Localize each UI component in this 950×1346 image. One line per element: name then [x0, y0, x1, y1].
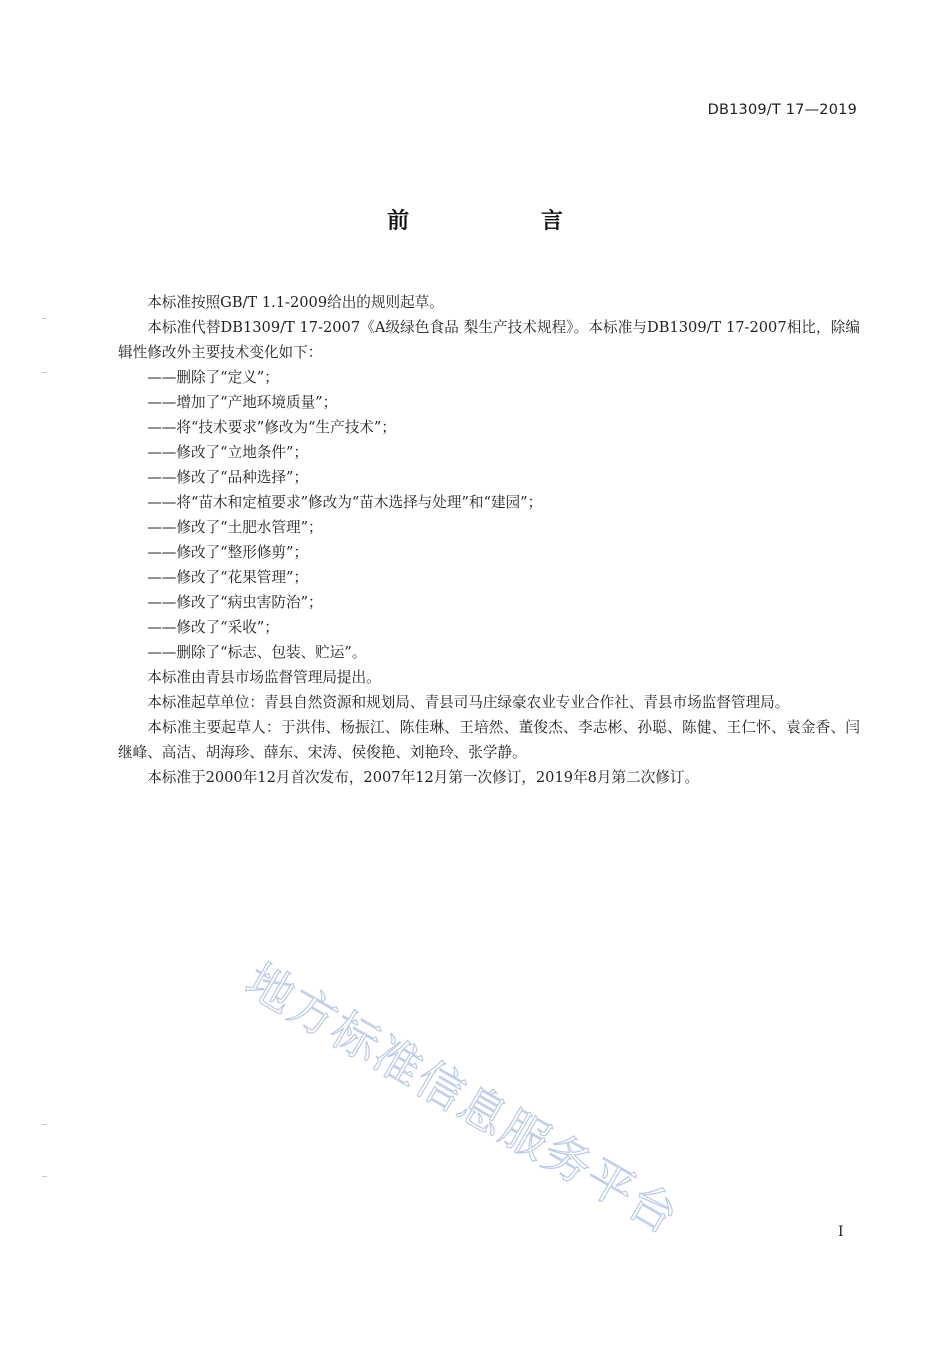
page-title: 前 言	[387, 209, 625, 234]
change-item: ——修改了“整形修剪”；	[147, 544, 309, 561]
change-item: ——修改了“花果管理”；	[147, 569, 309, 586]
change-item: ——修改了“土肥水管理”；	[147, 519, 323, 536]
foreword-body	[118, 290, 860, 790]
scan-mark	[42, 1176, 47, 1177]
change-item: ——将“技术要求”修改为“生产技术”；	[147, 419, 396, 436]
change-item: ——修改了“立地条件”；	[147, 444, 309, 461]
change-item: ——修改了“品种选择”；	[147, 469, 309, 486]
paragraph-history: 本标准于2000年12月首次发布，2007年12月第一次修订，2019年8月第二次修订。	[147, 769, 700, 786]
paragraph-drafters: 本标准主要起草人：于洪伟、杨振江、陈佳琳、王培然、董俊杰、李志彬、孙聪、陈健、王仁怀、袁金香、闫继峰、高洁、胡海珍、薛东、宋涛、侯俊艳、刘艳玲、张学静。	[118, 719, 860, 761]
paragraph-replacement: 本标准代替DB1309/T 17-2007《A级绿色食品 梨生产技术规程》。本标准与DB1309/T 17-2007相比，除编辑性修改外主要技术变化如下：	[118, 319, 860, 361]
scan-mark	[42, 1124, 47, 1125]
change-item: ——修改了“采收”；	[147, 619, 279, 636]
scan-mark	[42, 318, 47, 319]
paragraph-drafting-rule: 本标准按照GB/T 1.1-2009给出的规则起草。	[147, 294, 444, 311]
scan-mark	[42, 372, 47, 373]
paragraph-proposer: 本标准由青县市场监督管理局提出。	[147, 669, 381, 686]
change-item: ——删除了“定义”；	[147, 369, 279, 386]
change-item: ——删除了“标志、包装、贮运”。	[147, 644, 367, 661]
change-item: ——修改了“病虫害防治”；	[147, 594, 323, 611]
page-number: I	[838, 1224, 844, 1240]
change-item: ——增加了“产地环境质量”；	[147, 394, 338, 411]
paragraph-drafting-units: 本标准起草单位：青县自然资源和规划局、青县司马庄绿豪农业专业合作社、青县市场监督管理局。	[147, 694, 790, 711]
watermark-text: 地方标准信息服务平台	[236, 953, 689, 1246]
change-item: ——将“苗木和定植要求”修改为“苗木选择与处理”和“建园”；	[147, 494, 543, 511]
document-code: DB1309/T 17—2019	[707, 102, 857, 118]
